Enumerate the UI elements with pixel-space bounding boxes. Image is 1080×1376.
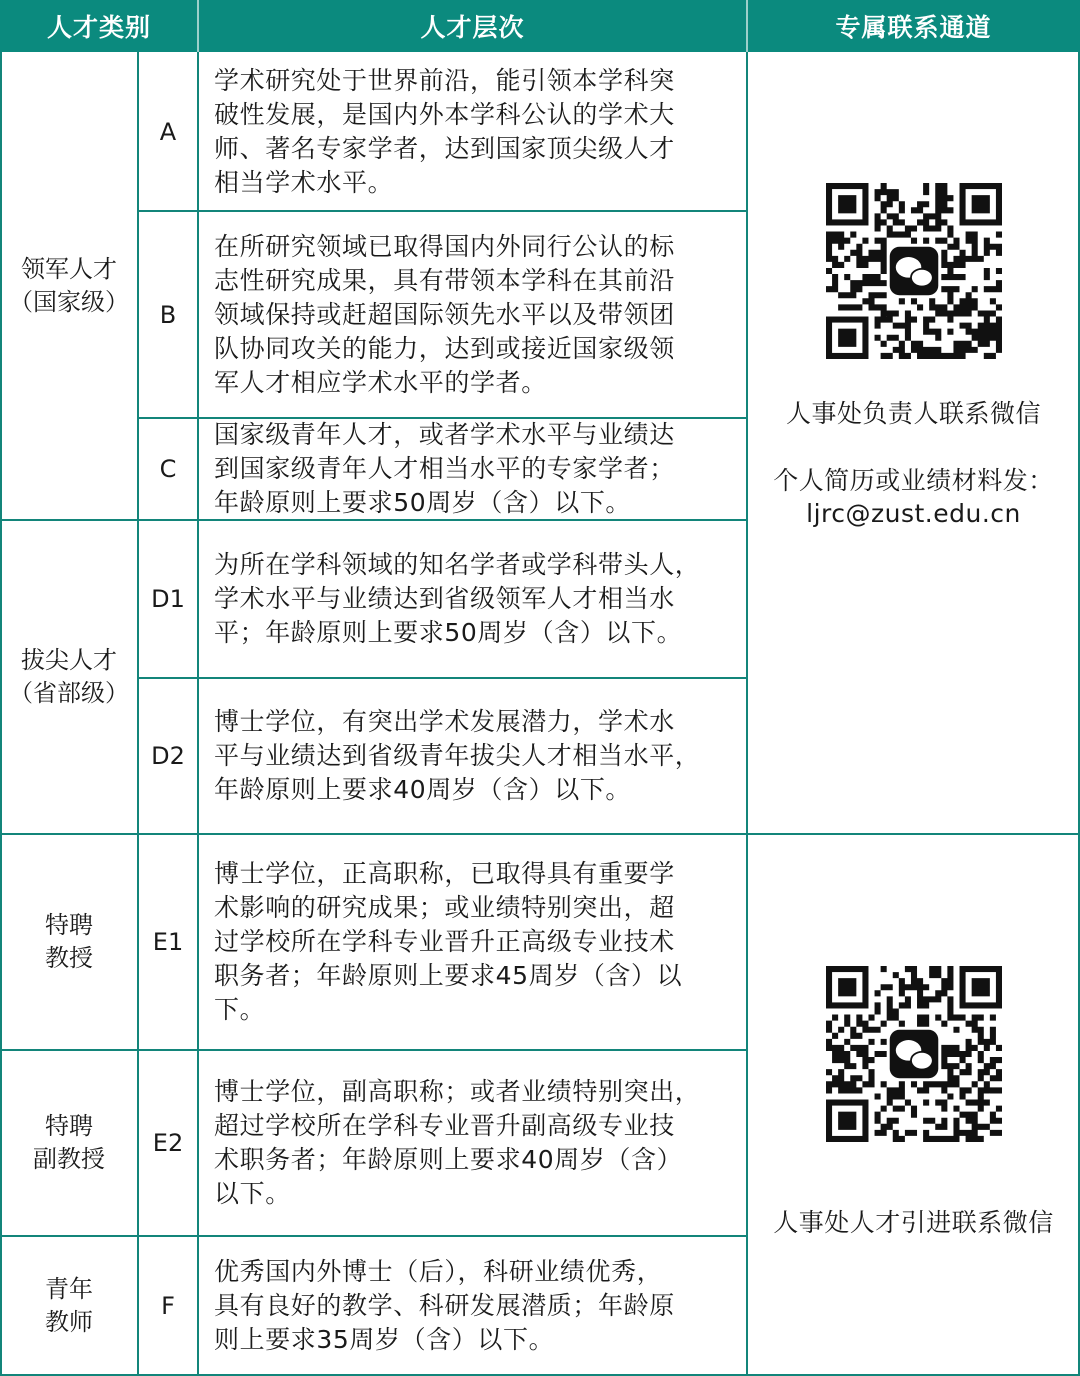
category-young-teacher: 青年 教师 [45,1275,93,1336]
header-contact: 专属联系通道 [747,0,1080,52]
contact-cell-1 [747,52,1080,834]
level-desc-d1: 为所在学科领域的知名学者或学科带头人， 学术水平与业绩达到省级领军人才相当水 平；年龄原则上要求50周岁（含）以下。 [214,550,701,647]
category-professor: 特聘 教授 [45,911,93,972]
grid-line [0,519,747,521]
level-desc-c: 国家级青年人才，或者学术水平与业绩达 到国家级青年人才相当水平的专家学者； 年龄原则上要求50周岁（含）以下。 [214,420,675,517]
grid-line [138,417,747,419]
contact-email[interactable]: ljrc@zust.edu.cn [806,498,1021,528]
contact-wechat-label-2: 人事处人才引进联系微信 [773,1207,1054,1237]
level-code-e1: E1 [152,928,184,956]
grid-line [0,1235,747,1237]
grid-line [746,0,748,52]
grid-line [197,0,199,52]
contact-resume-label: 个人简历或业绩材料发： [773,465,1054,495]
grid-line [137,52,139,1376]
level-desc-e2: 博士学位，副高职称；或者业绩特别突出， 超过学校所在学科专业晋升副高级专业技 术职务者；年龄原则上要求40周岁（含） 以下。 [214,1077,701,1208]
grid-line [138,677,747,679]
level-code-b: B [159,300,177,329]
grid-line [0,833,1080,835]
qr-code-icon[interactable] [826,966,1002,1142]
grid-line [0,1049,747,1051]
level-desc-d2: 博士学位，有突出学术发展潜力，学术水 平与业绩达到省级青年拔尖人才相当水平， 年龄原则上要求40周岁（含）以下。 [214,707,701,804]
grid-line [746,52,748,1376]
grid-line [0,52,2,1376]
grid-line [197,52,199,1376]
level-desc-b: 在所研究领域已取得国内外同行公认的标 志性研究成果，具有带领本学科在其前沿 领域保持或赶超国际领先水平以及带领团 队协同攻关的能力，达到或接近国家级领 军人才相应学术水平的学者。 [214,231,675,397]
wechat-icon [889,246,938,295]
level-desc-a: 学术研究处于世界前沿，能引领本学科突 破性发展，是国内外本学科公认的学术大 师、著名专家学者，达到国家顶尖级人才 相当学术水平。 [214,65,675,197]
category-associate-professor: 特聘 副教授 [33,1112,105,1173]
qr-code-icon[interactable] [826,183,1002,359]
level-code-e2: E2 [152,1129,184,1157]
level-code-a: A [159,117,177,146]
header-level: 人才层次 [198,0,747,52]
grid-line [138,210,747,212]
category-top: 拔尖人才 （省部级） [9,646,129,707]
header-category: 人才类别 [0,0,198,52]
category-leader: 领军人才 （国家级） [9,255,129,316]
level-desc-e1: 博士学位，正高职称，已取得具有重要学 术影响的研究成果；或业绩特别突出，超 过学校所在学科专业晋升正高级专业技术 职务者；年龄原则上要求45周岁（含）以 下。 [214,859,683,1024]
wechat-icon [889,1029,938,1078]
level-code-c: C [159,455,177,483]
level-desc-f: 优秀国内外博士（后），科研业绩优秀， 具有良好的教学、科研发展潜质；年龄原 则上要求35周岁（含）以下。 [214,1257,675,1354]
level-code-d1: D1 [151,585,185,613]
contact-wechat-label-1: 人事处负责人联系微信 [785,398,1041,428]
contact-cell-2 [747,834,1080,1376]
level-code-f: F [161,1292,175,1320]
level-code-d2: D2 [151,742,185,770]
